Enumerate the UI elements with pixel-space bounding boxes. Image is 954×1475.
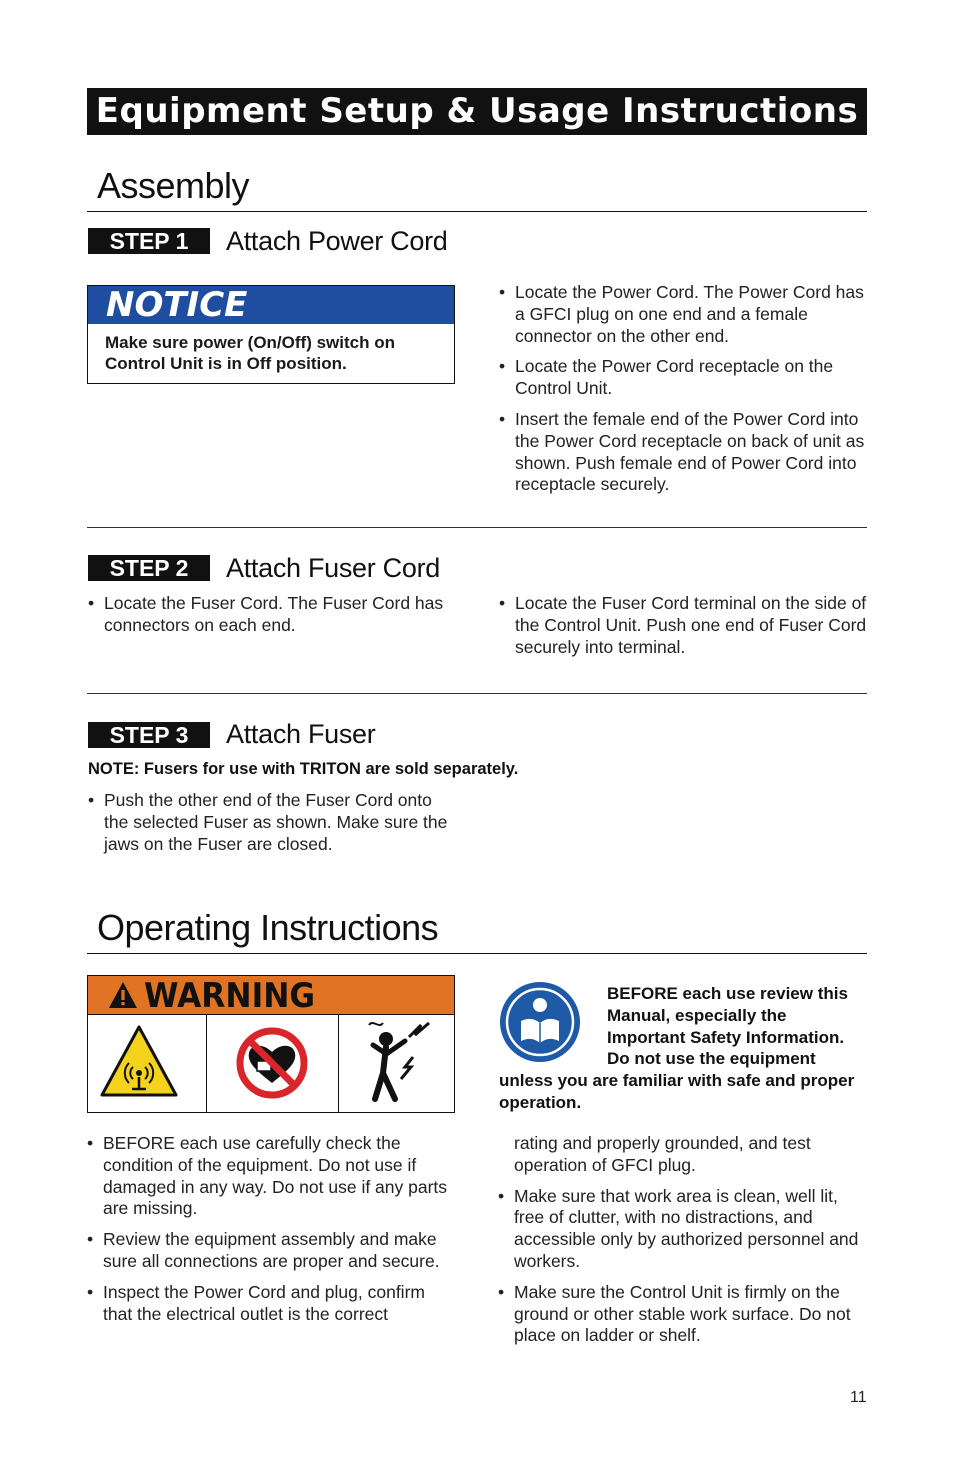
- step2-bullet: • Locate the Fuser Cord terminal on the side of the Control Unit. Push one end of Fuser Cord securely into terminal.: [499, 593, 869, 658]
- operating-heading: Operating Instructions: [97, 907, 439, 948]
- notice-text: Make sure power (On/Off) switch on Control Unit is in Off position.: [105, 333, 395, 373]
- warning-label: WARNING: [144, 976, 316, 1016]
- step2-right-instructions: [499, 593, 869, 667]
- operating-rule: [87, 953, 867, 954]
- operating-continuation: rating and properly grounded, and test operation of GFCI plug.: [514, 1133, 811, 1175]
- assembly-heading: Assembly: [97, 165, 250, 206]
- step1-badge: STEP 1: [88, 228, 210, 254]
- step2-badge: STEP 2: [88, 555, 210, 581]
- step2-title: Attach Fuser Cord: [226, 553, 440, 583]
- operating-bullet: • Make sure the Control Unit is firmly on the ground or other stable work surface. Do not place on ladder or shelf.: [498, 1282, 870, 1347]
- step3-badge: STEP 3: [88, 722, 210, 748]
- safety-review-copy: BEFORE each use review this Manual, especially the Important Safety Information. Do not use the equipment unless you are familiar with safe and proper operation.: [499, 984, 855, 1112]
- assembly-rule: [87, 211, 867, 212]
- step3-title: Attach Fuser: [226, 719, 376, 749]
- step1-instructions: [499, 282, 869, 505]
- safety-review-text: [499, 983, 869, 1114]
- operating-bullet: • BEFORE each use carefully check the condition of the equipment. Do not use if damaged in any way. Do not use if any parts are missing.: [87, 1133, 457, 1220]
- notice-box: [87, 285, 455, 384]
- step3-note: NOTE: Fusers for use with TRITON are sold separately.: [88, 760, 519, 778]
- operating-bullet: • Make sure that work area is clean, well lit, free of clutter, with no distractions, and accessible only by authorized personnel and workers.: [498, 1186, 870, 1273]
- operating-left-instructions: [87, 1133, 457, 1334]
- step-divider: [87, 527, 867, 528]
- warning-box: [87, 975, 455, 1113]
- notice-header: [88, 286, 454, 324]
- step-divider: [87, 693, 867, 694]
- step3-bullet: • Push the other end of the Fuser Cord onto the selected Fuser as shown. Make sure the jaws on the Fuser are closed.: [88, 790, 450, 855]
- warning-header: [88, 976, 454, 1015]
- no-pacemaker-icon: [207, 1015, 339, 1112]
- step2-bullet: • Locate the Fuser Cord. The Fuser Cord has connectors on each end.: [88, 593, 448, 637]
- step1-title: Attach Power Cord: [226, 226, 448, 256]
- notice-label: NOTICE: [106, 285, 248, 325]
- step1-bullet: • Locate the Power Cord receptacle on the Control Unit.: [499, 356, 869, 400]
- step1-bullet: • Locate the Power Cord. The Power Cord has a GFCI plug on one end and a female connector on the other end.: [499, 282, 869, 347]
- electric-shock-icon: [339, 1015, 454, 1112]
- step3-instructions: [88, 790, 450, 864]
- operating-bullet: • Review the equipment assembly and make sure all connections are proper and secure.: [87, 1229, 457, 1273]
- radiation-warning-icon: [88, 1015, 207, 1112]
- alert-triangle-icon: [108, 981, 138, 1009]
- page-number: 11: [850, 1389, 867, 1406]
- page-banner: Equipment Setup & Usage Instructions: [87, 88, 867, 135]
- step1-bullet: • Insert the female end of the Power Cord into the Power Cord receptacle on back of unit as shown. Push female end of Power Cord into receptacle securely.: [499, 409, 869, 496]
- step2-left-instructions: [88, 593, 448, 646]
- operating-bullet: • Inspect the Power Cord and plug, confirm that the electrical outlet is the correct: [87, 1282, 457, 1326]
- operating-right-instructions: [498, 1133, 870, 1356]
